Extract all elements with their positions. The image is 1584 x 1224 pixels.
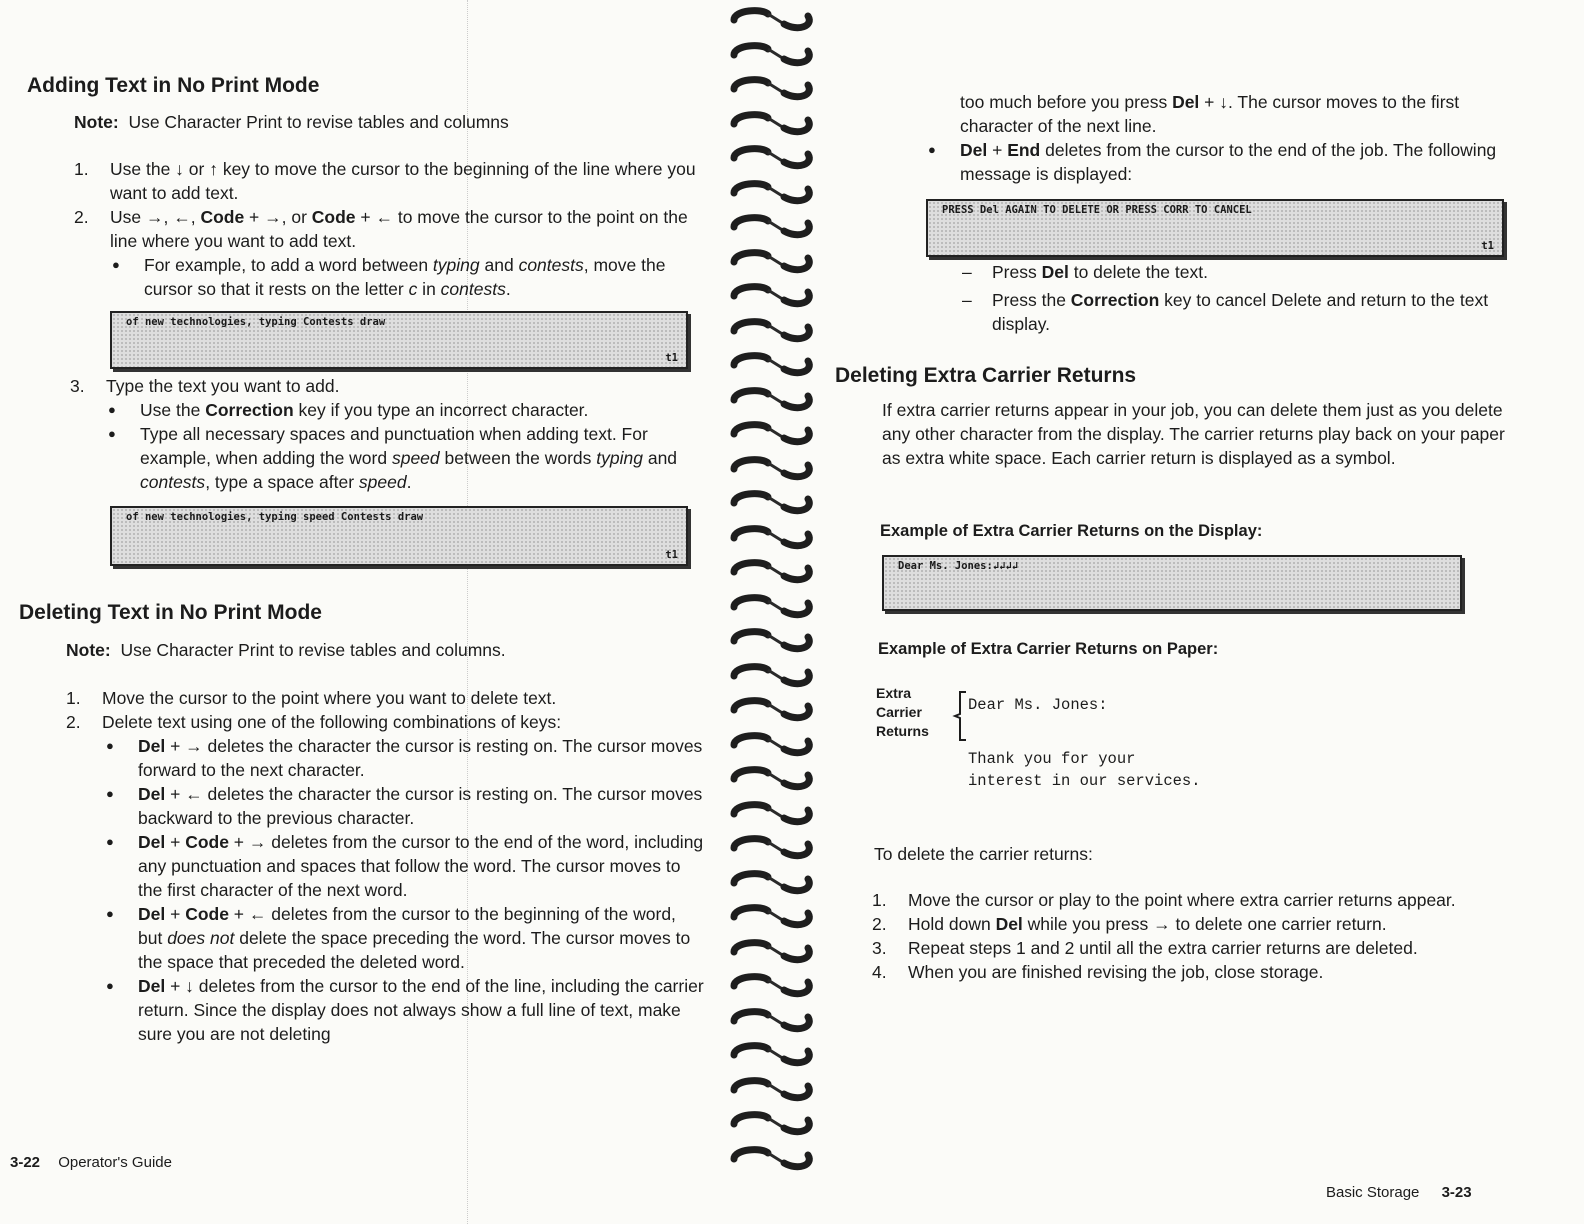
spiral-coil <box>728 179 818 207</box>
spiral-coil <box>728 869 818 897</box>
carrier-heading: Deleting Extra Carrier Returns <box>835 364 1137 387</box>
spiral-coil <box>728 1007 818 1035</box>
spiral-coil <box>728 351 818 379</box>
list-item: 3. Repeat steps 1 and 2 until all the extra carrier returns are deleted. <box>872 938 1418 958</box>
deleting-note: Note: Use Character Print to revise tables and columns. <box>66 640 506 660</box>
spiral-coil <box>728 282 818 310</box>
adding-steps <box>74 157 702 301</box>
display-screen-2: of new technologies, typing speed Contests draw t1 <box>110 506 688 566</box>
list-item: – Press the Correction key to cancel Delete and return to the text display. <box>958 288 1508 336</box>
spiral-coil <box>728 317 818 345</box>
paper-line-2: Thank you for your interest in our services. <box>968 750 1201 790</box>
spiral-coil <box>728 489 818 517</box>
list-item: ● Del + → deletes the character the cursor is resting on. The cursor moves forward to the next character. <box>104 734 704 782</box>
footer-title: Operator's Guide <box>58 1154 172 1171</box>
adding-heading: Adding Text in No Print Mode <box>27 74 320 97</box>
list-item: 1. Move the cursor to the point where you want to delete text. <box>66 688 557 708</box>
list-item: 4. When you are finished revising the job, close storage. <box>872 962 1324 982</box>
spiral-coil <box>728 6 818 34</box>
spiral-coil <box>728 593 818 621</box>
example-display-label: Example of Extra Carrier Returns on the Display: <box>880 522 1263 540</box>
spiral-coil <box>728 938 818 966</box>
spiral-coil <box>728 972 818 1000</box>
deleting-heading: Deleting Text in No Print Mode <box>19 601 322 624</box>
spiral-coil <box>728 213 818 241</box>
note-label: Note: <box>74 112 119 132</box>
list-item: 2. Hold down Del while you press → to delete one carrier return. <box>872 914 1387 934</box>
spiral-coil <box>728 696 818 724</box>
spiral-coil <box>728 455 818 483</box>
list-item: 3. Type the text you want to add. <box>70 376 340 396</box>
list-item: 2. Use →, ←, Code + →, or Code + ← to move the cursor to the point on the line where you want to add text. <box>74 207 688 251</box>
list-item: ● Use the Correction key if you type an incorrect character. <box>106 398 704 422</box>
spiral-coil <box>728 834 818 862</box>
spiral-coil <box>728 627 818 655</box>
brace-icon <box>950 690 970 742</box>
right-footer <box>1326 1184 1472 1201</box>
list-item: – Press Del to delete the text. <box>958 260 1508 284</box>
list-item: ● Del + ↓ deletes from the cursor to the end of the line, including the carrier return. Since the display does not always show a full line of text, make sure you are not deleting <box>104 974 704 1046</box>
left-footer <box>10 1154 172 1171</box>
spiral-coil <box>728 731 818 759</box>
list-item: ● Type all necessary spaces and punctuation when adding text. For example, when adding the word speed between the words typing and contests, type a space after speed. <box>106 422 704 494</box>
dash-list <box>958 260 1508 336</box>
list-item: ● Del + End deletes from the cursor to the end of the job. The following message is displayed: <box>926 138 1542 186</box>
to-delete-text: To delete the carrier returns: <box>874 844 1093 864</box>
example-paper-label: Example of Extra Carrier Returns on Paper: <box>878 640 1219 658</box>
list-item: 1. Move the cursor or play to the point where extra carrier returns appear. <box>872 890 1456 910</box>
list-item: 2. Delete text using one of the following combinations of keys: <box>66 712 562 732</box>
spiral-coil <box>728 800 818 828</box>
spiral-coil <box>728 75 818 103</box>
spiral-coil <box>728 248 818 276</box>
spiral-coil <box>728 558 818 586</box>
spiral-coil <box>728 41 818 69</box>
spiral-coil <box>728 1145 818 1173</box>
carrier-steps <box>872 888 1512 984</box>
footer-title: Basic Storage <box>1326 1184 1420 1201</box>
display-screen-4: Dear Ms. Jones:↲↲↲↲ <box>882 555 1462 611</box>
list-item: ● Del + Code + ← deletes from the cursor to the beginning of the word, but does not delete the space preceding the word. The cursor moves to the space that preceded the deleted word. <box>104 902 704 974</box>
note-text: Use Character Print to revise tables and columns <box>128 112 509 132</box>
list-item: ● Del + Code + → deletes from the cursor to the end of the word, including any punctuation and spaces that follow the word. The cursor moves to the first character of the next word. <box>104 830 704 902</box>
spiral-coil <box>728 1041 818 1069</box>
list-item: 1. Use the ↓ or ↑ key to move the cursor to the beginning of the line where you want to add text. <box>74 159 696 203</box>
adding-steps-cont <box>70 374 704 494</box>
spiral-coil <box>728 386 818 414</box>
display-screen-3: PRESS Del AGAIN TO DELETE OR PRESS CORR TO CANCEL t1 <box>926 199 1504 257</box>
continued-text: too much before you press Del + ↓. The cursor moves to the first character of the next line. <box>960 92 1460 136</box>
spiral-coil <box>728 420 818 448</box>
spiral-coil <box>728 144 818 172</box>
page-number: 3-22 <box>10 1154 41 1171</box>
carrier-paragraph: If extra carrier returns appear in your job, you can delete them just as you delete any other character from the display. The carrier returns play back on your paper as extra white space. Each carrier return is displayed as a symbol. <box>882 400 1505 468</box>
spiral-coil <box>728 1076 818 1104</box>
spiral-coil <box>728 110 818 138</box>
list-item: ● For example, to add a word between typing and contests, move the cursor so that it rests on the letter c in contests. <box>110 253 702 301</box>
spiral-coil <box>728 524 818 552</box>
adding-note <box>74 110 509 134</box>
paper-line-1: Dear Ms. Jones: <box>968 696 1108 714</box>
spiral-coil <box>728 903 818 931</box>
brace-label: Extra Carrier Returns <box>876 685 929 739</box>
spiral-coil <box>728 765 818 793</box>
spiral-coil <box>728 662 818 690</box>
display-screen-1: of new technologies, typing Contests draw t1 <box>110 311 688 369</box>
list-item: ● Del + ← deletes the character the cursor is resting on. The cursor moves backward to the previous character. <box>104 782 704 830</box>
deleting-steps <box>66 686 704 1046</box>
spiral-coil <box>728 1110 818 1138</box>
page-number: 3-23 <box>1441 1184 1472 1201</box>
